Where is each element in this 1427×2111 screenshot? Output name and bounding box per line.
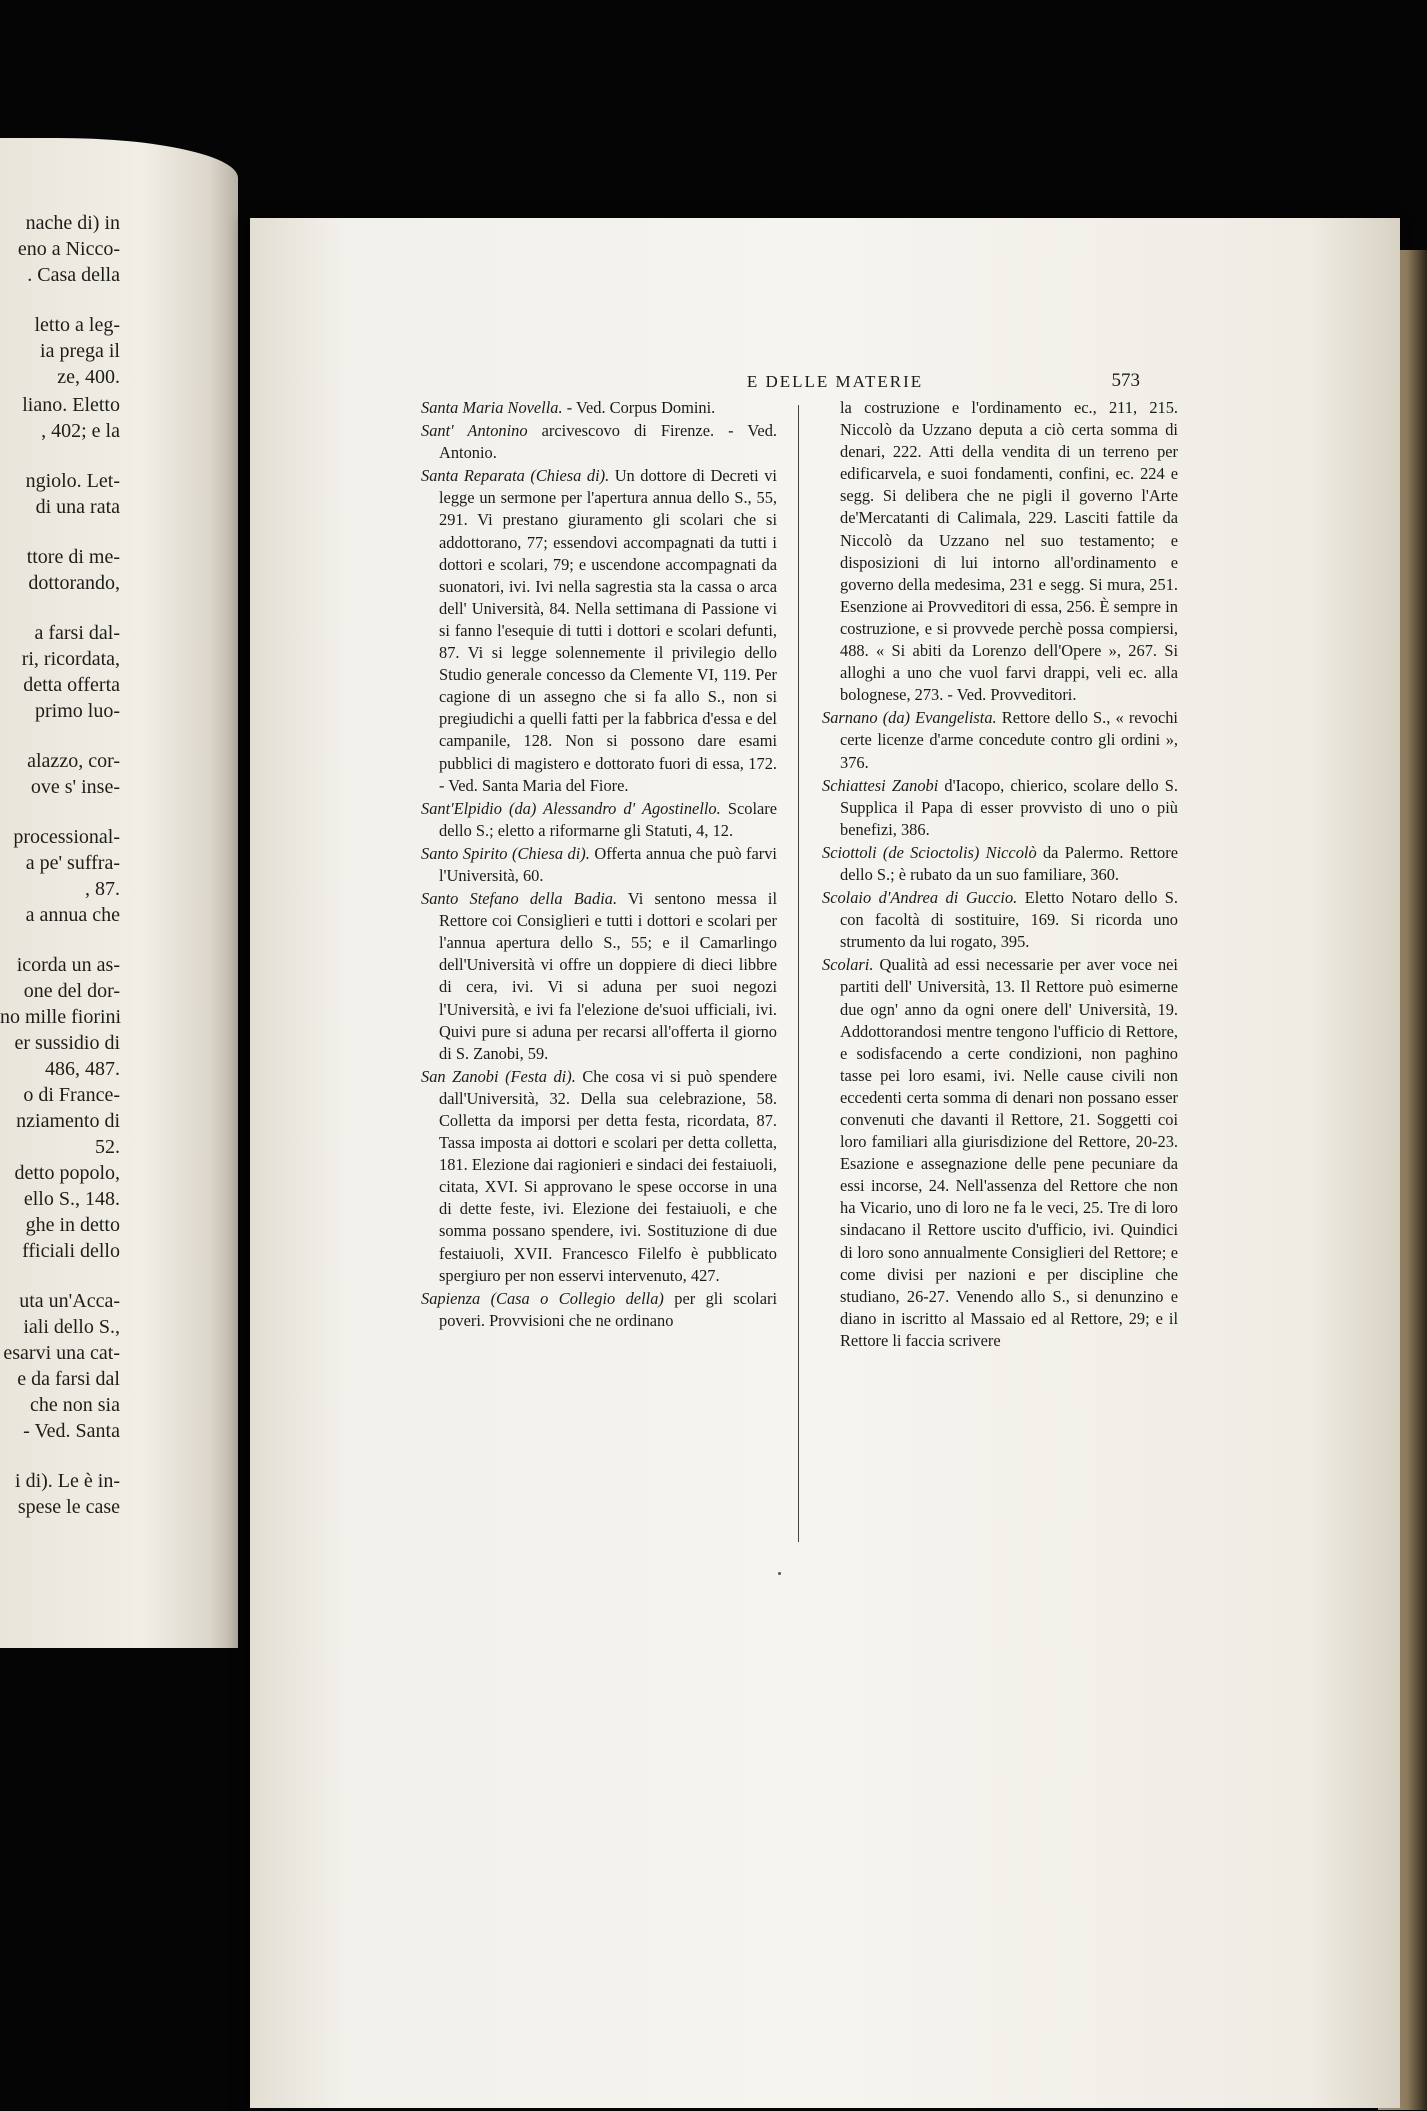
left-page-line: ngiolo. Let- xyxy=(25,470,120,492)
entry-heading: Santa Reparata (Chiesa di). xyxy=(421,466,610,486)
left-page-line: di una rata xyxy=(35,496,120,518)
entry-body: Eletto Notaro dello S. con facoltà di sostituire, 169. Si ricorda uno strumento da lui rogato, 395. xyxy=(840,888,1178,952)
entry-body: - Ved. Corpus Domini. xyxy=(562,398,716,417)
left-page-line: ghe in detto xyxy=(25,1214,120,1236)
entry-heading: San Zanobi (Festa di). xyxy=(421,1066,576,1086)
ink-dot xyxy=(778,1572,781,1575)
left-page-line: alazzo, cor- xyxy=(27,750,120,772)
entry-body: Qualità ad essi necessarie per aver voce nei partiti dell' Università, 13. Il Rettore può esimerne due ogn' anno da ogni onere dell' Università, 19. Addottorandosi mentre tengono l'ufficio di Rettore, e sodisfacendo a certe condizioni, non paghino tasse pei loro esami, ivi. Nelle cause civili non eccedenti certa somma di denari non possano esser convenuti che davanti il Rettore, 21. Soggetti coi loro familiari alla giurisdizione del Rettore, 20-23. Esazione e assegnazione delle pene pecuniare da essi incorse, 24. Nell'assenza del Rettore che non ha Vicario, uno di loro ne fa le veci, 25. Tre di loro sindacano il Rettore uscito d'ufficio, ivi. Quindici di loro sono annualmente Consiglieri del Rettore; e come divisi per nazioni e per discipline che studiano, 26-27. Venendo allo S., si denunzino e diano in iscritto al Massaio ed al Rettore, 29; e il Rettore li faccia scrivere xyxy=(840,955,1178,1350)
entry-body: Scolare dello S.; eletto a riformarne gli Statuti, 4, 12. xyxy=(439,798,778,840)
left-page-line: 486, 487. xyxy=(45,1058,120,1080)
left-page-line: detto popolo, xyxy=(14,1162,120,1184)
entry-body: Vi sentono messa il Rettore coi Consiglieri e tutti i dottori e scolari per l'annua apertura dello S., 55; e il Camarlingo dell'Università vi offre un doppiere di dieci libbre di cera, ivi. Vi si aduna per suoi negozi l'Università, e ivi fa l'elezione de'suoi ufficiali, ivi. Quivi pure si aduna per recarsi all'offerta il giorno di S. Zanobi, 59. xyxy=(439,889,777,1063)
entry-body: Un dottore di Decreti vi legge un sermone per l'apertura annua dello S., 55, 291. Vi prestano giuramento gli scolari che si addottorano, 77; essendovi accompagnati da tutti i dottori e scolari, 79; e uscendone accompagnati da suonatori, ivi. Ivi nella sagrestia sta la cassa o arca dell' Università, 84. Nella settimana di Passione vi si fanno l'esequie di tutti i dottori e scolari defunti, 87. Vi si legge solennemente il privilegio dello Studio generale concesso da Clemente VI, 119. Per cagione di un assegno che si fa allo S., non si pregiudichi a quelli fatti per la fabbrica d'essa e del campanile, 128. Non si possono dare esami pubblici di magistero e dottorato fuori di essa, 172. - Ved. Santa Maria del Fiore. xyxy=(439,466,777,795)
left-facing-page xyxy=(0,138,238,1648)
left-page-line: o di France- xyxy=(23,1084,120,1106)
entry-heading: Sapienza (Casa o Collegio della) xyxy=(421,1288,664,1308)
left-page-line: i di). Le è in- xyxy=(15,1470,120,1492)
left-page-line: dottorando, xyxy=(28,572,120,594)
index-column-right xyxy=(822,397,1178,1353)
entry-heading: Santa Maria Novella. xyxy=(421,398,563,417)
entry-heading: Sant' Antonino xyxy=(421,421,528,441)
left-page-line: ri, ricordata, xyxy=(21,648,120,670)
left-page-line: ello S., 148. xyxy=(23,1188,120,1210)
left-page-line: spese le case xyxy=(17,1496,120,1518)
entry-body: da Palermo. Rettore dello S.; è rubato da un suo familiare, 360. xyxy=(840,842,1178,884)
index-entry xyxy=(421,420,777,464)
index-entry xyxy=(822,842,1178,886)
left-page-line: eno a Nicco- xyxy=(17,238,120,260)
index-entry xyxy=(421,798,777,842)
left-page-line: e da farsi dal xyxy=(17,1368,120,1390)
left-page-line: nziamento di xyxy=(16,1110,120,1132)
entry-heading: Sciottoli (de Scioctolis) Niccolò xyxy=(822,842,1037,862)
left-page-line: 52. xyxy=(95,1136,120,1158)
left-page-line: liano. Eletto xyxy=(22,394,120,416)
left-page-line: er sussidio di xyxy=(14,1032,120,1054)
index-entry xyxy=(421,1288,777,1332)
left-page-line: ze, 400. xyxy=(57,366,120,388)
left-page-line: fficiali dello xyxy=(22,1240,120,1262)
entry-heading: Santo Spirito (Chiesa di). xyxy=(421,843,590,863)
entry-heading: Scolaio d'Andrea di Guccio. xyxy=(822,888,1018,908)
page-number: 573 xyxy=(1111,370,1140,391)
left-page-line: processional- xyxy=(13,826,120,848)
left-page-line: a farsi dal- xyxy=(34,622,120,644)
running-head: E DELLE MATERIE xyxy=(746,372,924,391)
left-page-line: letto a leg- xyxy=(34,314,120,336)
entry-heading: Schiattesi Zanobi xyxy=(822,775,939,795)
entry-body: la costruzione e l'ordinamento ec., 211, 215. Niccolò da Uzzano deputa a ciò certa somma di denari, 222. Atti della vendita di un terreno per edificarvela, e suoi fondamenti, confini, ec. 224 e segg. Si delibera che ne pigli il governo l'Arte de'Mercatanti di Calimala, 229. Lasciti fattile da Niccolò da Uzzano nel suo testamento; e disposizioni di lui intorno all'ordinamento e governo della medesima, 231 e segg. Si mura, 251. Esenzione ai Provveditori di essa, 256. È sempre in costruzione, e si provvede perchè possa compiersi, 488. « Si abiti da Lorenzo dell'Opere », 267. Si alloghi a uno che vuol farvi drappi, veli ec. alla bolognese, 273. - Ved. Provveditori. xyxy=(840,398,1178,705)
index-entry xyxy=(421,465,777,796)
left-page-line: che non sia xyxy=(30,1394,120,1416)
left-page-line: ttore di me- xyxy=(26,546,120,568)
left-page-line: detta offerta xyxy=(23,674,120,696)
index-entry xyxy=(822,887,1178,953)
entry-body: Che cosa vi si può spendere dall'Università, 32. Della sua celebrazione, 58. Colletta da imporsi per detta festa, ricordata, 87. Tassa imposta ai dottori e scolari per detta colletta, 181. Elezione dai ragionieri e sindaci dei festaiuoli, citata, XVI. Si approvano le spese occorse in una di dette feste, ivi. Elezione dei festaiuoli, e che somma possano spendere, ivi. Sostituzione di due festaiuoli, XVII. Francesco Filelfo è pubblicato spergiuro per non esservi intervenuto, 427. xyxy=(439,1066,777,1285)
left-page-line: nache di) in xyxy=(25,212,120,234)
entry-heading: Sant'Elpidio (da) Alessandro d' Agostinello. xyxy=(421,798,721,818)
index-entry xyxy=(421,1066,777,1287)
left-page-line: uta un'Acca- xyxy=(19,1290,120,1312)
index-entry xyxy=(421,888,777,1065)
left-page-line: icorda un as- xyxy=(16,954,120,976)
entry-body: d'Iacopo, chierico, scolare dello S. Supplica il Papa di esser provvisto di uno o più benefizi, 386. xyxy=(840,775,1178,839)
left-page-line: no mille fiorini xyxy=(0,1006,122,1028)
entry-body: per gli scolari poveri. Provvisioni che ne ordinano xyxy=(439,1288,777,1330)
column-rule xyxy=(798,405,799,1542)
entry-heading: Scolari. xyxy=(822,955,874,975)
left-page-line: , 87. xyxy=(85,878,120,900)
left-page-line: iali dello S., xyxy=(23,1316,120,1338)
left-page-line: esarvi una cat- xyxy=(3,1342,120,1364)
left-page-line: a pe' suffra- xyxy=(25,852,120,874)
index-column-left xyxy=(421,397,777,1333)
left-page-line: primo luo- xyxy=(35,700,120,722)
entry-body: Rettore dello S., « revochi certe licenze d'arme concedute contro gli ordini », 376. xyxy=(840,708,1178,772)
left-page-line: ove s' inse- xyxy=(30,776,120,798)
index-entry xyxy=(421,843,777,887)
entry-body: arcivescovo di Firenze. - Ved. Antonio. xyxy=(439,421,777,463)
index-entry xyxy=(822,954,1178,1352)
left-page-line: - Ved. Santa xyxy=(23,1420,120,1442)
index-entry xyxy=(421,397,777,419)
left-page-line: . Casa della xyxy=(27,264,120,286)
index-entry xyxy=(822,397,1178,706)
index-entry xyxy=(822,775,1178,841)
left-page-line: one del dor- xyxy=(23,980,120,1002)
index-entry xyxy=(822,707,1178,773)
left-page-line: a annua che xyxy=(25,904,120,926)
left-page-line: , 402; e la xyxy=(41,420,120,442)
left-page-line: ia prega il xyxy=(40,340,120,362)
entry-body: Offerta annua che può farvi l'Università, 60. xyxy=(439,843,777,885)
entry-heading: Santo Stefano della Badia. xyxy=(421,889,618,909)
entry-heading: Sarnano (da) Evangelista. xyxy=(822,708,997,728)
